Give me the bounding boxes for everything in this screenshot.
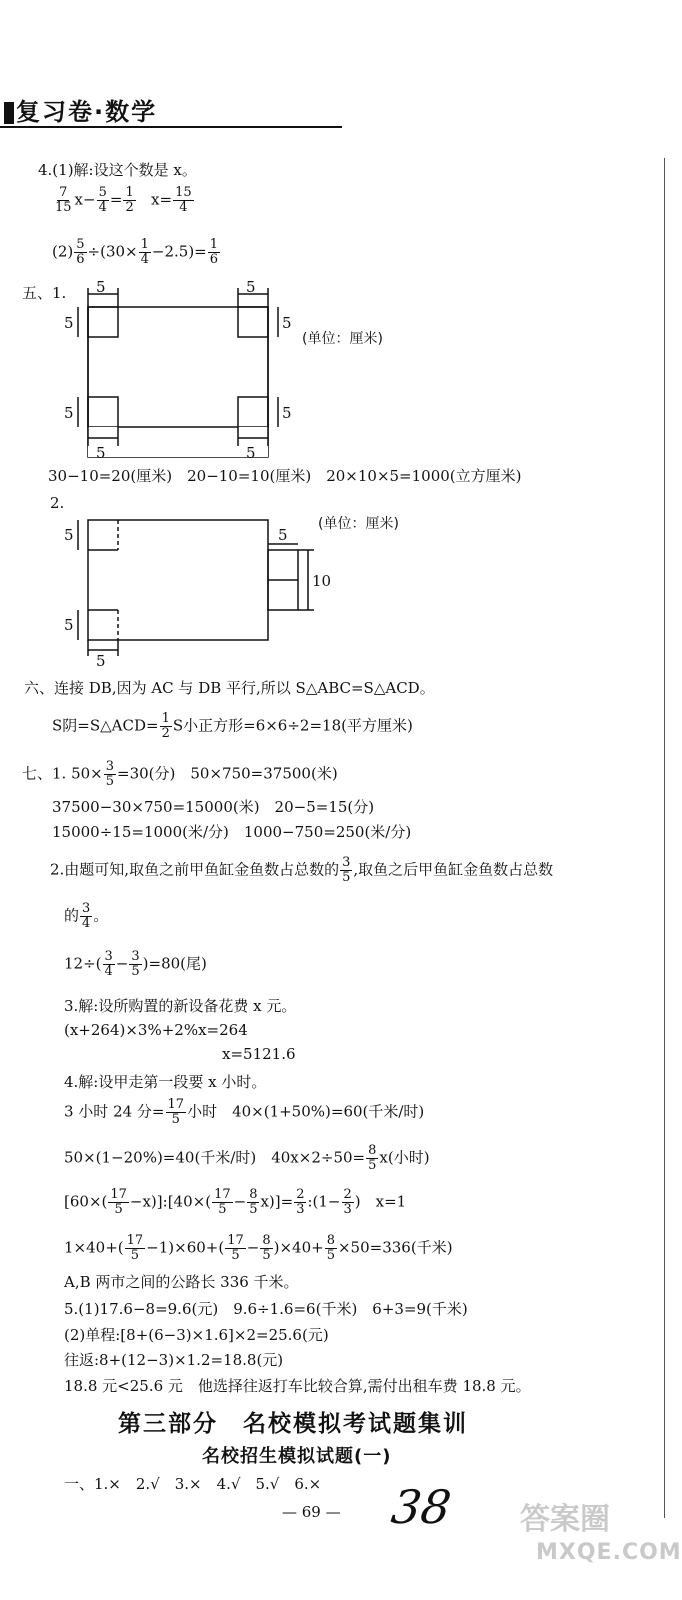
dim-right-top: 5 xyxy=(282,314,292,332)
s7-2c-line: 12÷( $\frac{3}{4}$ − $\frac{3}{5}$ )=80(尾) xyxy=(64,949,207,979)
s7-1b-line: 37500−30×750=15000(米) 20−5=15(分) xyxy=(52,798,375,816)
dim2-left-top: 5 xyxy=(64,526,74,544)
s6-line-2: S阴=S△ACD= $\frac{1}{2}$ S小正方形=6×6÷2=18(平方厘米) xyxy=(52,711,413,741)
header-mark xyxy=(4,102,14,124)
calc-1: 30−10=20(厘米) 20−10=10(厘米) 20×10×5=1000(立方厘米) xyxy=(48,467,522,485)
s7-5b-line: (2)单程:[8+(6−3)×1.6]×2=25.6(元) xyxy=(64,1326,329,1344)
q4-2-line: (2) $\frac{5}{6}$ ÷(30× $\frac{1}{4}$ −2.5)= $\frac{1}{6}$ xyxy=(52,237,219,267)
s7-4-line: 4.解:设甲走第一段要 x 小时。 xyxy=(64,1073,267,1091)
answers-line: 一、1.× 2.√ 3.× 4.√ 5.√ 6.× xyxy=(64,1475,322,1493)
s7-4d-line: [60×( $\frac{17}{5}$ −x)]:[40×( $\frac{17}{5}$ − $\frac{8}{5}$ x)]= $\frac{2}{3}$ :(1− $\frac{2}{3}$ ) x=1 xyxy=(64,1187,407,1217)
dim2-flap-height: 10 xyxy=(312,572,332,590)
s7-4b-line: 3 小时 24 分= $\frac{17}{5}$ 小时 40×(1+50%)=60(千米/时) xyxy=(64,1097,425,1127)
s5-1-label: 五、1. xyxy=(22,284,67,302)
page-number: — 69 — xyxy=(282,1503,341,1521)
dim-right-bottom: 5 xyxy=(282,404,292,422)
s7-4c-line: 50×(1−20%)=40(千米/时) 40x×2÷50= $\frac{8}{5}$ x(小时) xyxy=(64,1143,430,1173)
s7-4e-line: 1×40+( $\frac{17}{5}$ −1)×60+( $\frac{17}{5}$ − $\frac{8}{5}$ )×40+ $\frac{8}{5}$ ×50=336(千米) xyxy=(64,1233,453,1263)
q4-eq-line: $\frac{7}{15}$ x− $\frac{5}{4}$ = $\frac{1}{2}$ x= $\frac{15}{4}$ xyxy=(55,185,192,215)
handwritten-page-number: 38 xyxy=(388,1480,455,1534)
dim2-bottom: 5 xyxy=(96,652,106,670)
s7-5d-line: 18.8 元<25.6 元 他选择往返打车比较合算,需付出租车费 18.8 元。 xyxy=(64,1377,531,1395)
header-rule xyxy=(0,126,342,128)
s7-2-line: 2.由题可知,取鱼之前甲鱼缸金鱼数占总数的 $\frac{3}{5}$ ,取鱼之后甲鱼缸金鱼数占总数 xyxy=(50,855,554,885)
diagram-box-net xyxy=(50,280,300,470)
right-border-line xyxy=(664,158,665,1518)
unit-label-1: (单位：厘米) xyxy=(302,331,383,347)
s7-2b-line: 的 $\frac{3}{4}$ 。 xyxy=(64,901,109,931)
dim-top-left: 5 xyxy=(96,280,106,296)
diagram-cut-net xyxy=(50,500,340,670)
dim2-left-bottom: 5 xyxy=(64,616,74,634)
dim-top-right: 5 xyxy=(246,280,256,296)
s7-3-line: 3.解:设所购置的新设备花费 x 元。 xyxy=(64,997,297,1015)
unit-label-2: (单位：厘米) xyxy=(318,516,399,532)
watermark-logo: 答案圈 xyxy=(520,1502,610,1537)
dim-left-top: 5 xyxy=(64,314,74,332)
s7-5c-line: 往返:8+(12−3)×1.2=18.8(元) xyxy=(64,1351,284,1369)
mock-title: 名校招生模拟试题(一) xyxy=(202,1446,392,1467)
s7-3b-line: (x+264)×3%+2%x=264 xyxy=(64,1021,248,1039)
dim-bottom-right: 5 xyxy=(246,444,256,462)
s6-line: 六、连接 DB,因为 AC 与 DB 平行,所以 S△ABC=S△ACD。 xyxy=(24,679,435,697)
s7-5-line: 5.(1)17.6−8=9.6(元) 9.6÷1.6=6(千米) 6+3=9(千米) xyxy=(64,1300,468,1318)
dim-left-bottom: 5 xyxy=(64,404,74,422)
q4-1-line: 4.(1)解:设这个数是 x。 xyxy=(38,161,197,179)
s7-3c-line: x=5121.6 xyxy=(222,1045,296,1063)
s5-2-label: 2. xyxy=(50,494,65,512)
s7-1c-line: 15000÷15=1000(米/分) 1000−750=250(米/分) xyxy=(52,823,412,841)
dim2-flap-width: 5 xyxy=(278,526,288,544)
s7-4f-line: A,B 两市之间的公路长 336 千米。 xyxy=(64,1273,299,1291)
header-title: 复习卷·数学 xyxy=(4,92,157,127)
watermark-url: MXQE.COM xyxy=(536,1540,682,1565)
s7-1-line: 七、1. 50× $\frac{3}{5}$ =30(分) 50×750=37500(米) xyxy=(22,759,338,789)
dim-bottom-left: 5 xyxy=(96,444,106,462)
part3-title: 第三部分 名校模拟考试题集训 xyxy=(118,1411,468,1437)
